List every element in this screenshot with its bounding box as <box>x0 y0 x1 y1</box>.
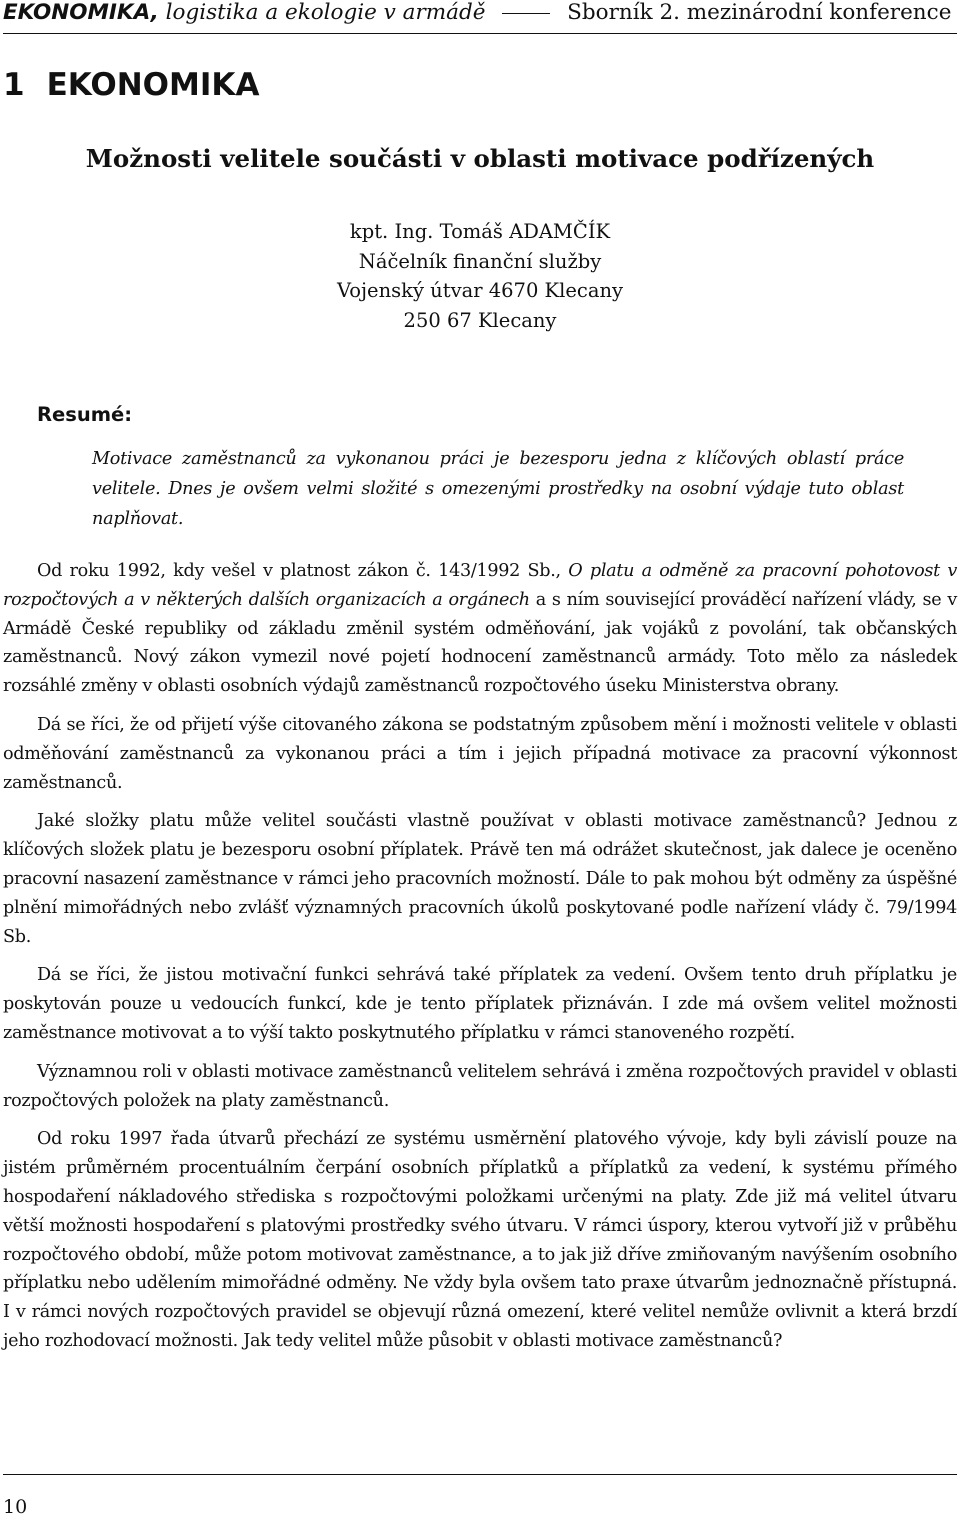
paragraph-start: Od roku 1992, kdy vešel v platnost zákon č. 143/1992 Sb., <box>37 561 569 581</box>
page-number: 10 <box>3 1496 28 1518</box>
paper-title: Možnosti velitele součásti v oblasti motivace podřízených <box>85 144 875 173</box>
proceedings-name: Sborník 2. mezinárodní konference <box>567 0 952 25</box>
journal-name: EKONOMIKA, <box>3 0 159 25</box>
header-rule <box>3 33 957 34</box>
running-head <box>3 0 957 26</box>
journal-subtitle: logistika a ekologie v armádě <box>165 0 486 25</box>
section-heading <box>3 66 259 104</box>
paragraph: Dá se říci, že jistou motivační funkci sehrává také příplatek za vedení. Ovšem tento druh příplatku je poskytován pouze u vedoucích funkcí, kde je tento příplatek přiznáván. I zde má ovšem velitel možnosti zaměstnance motivovat a to výší takto poskytnutého příplatku v rámci stanoveného rozpětí. <box>3 965 957 1043</box>
footer-rule <box>3 1474 957 1475</box>
paragraph: Významnou roli v oblasti motivace zaměstnanců velitelem sehrává i změna rozpočtových pravidel v oblasti rozpočtových položek na platy zaměstnanců. <box>3 1061 957 1111</box>
body-text <box>3 557 957 1366</box>
author-block <box>0 217 960 335</box>
section-number: 1 <box>3 67 25 103</box>
author-address: 250 67 Klecany <box>403 308 557 332</box>
paragraph: Jaké složky platu může velitel součásti vlastně používat v oblasti motivace zaměstnanců? Jednou z klíčových složek platu je bezesporu osobní příplatek. Právě ten má odrážet skutečnost, jak dalece je oceněno pracovní nasazení zaměstnance v rámci jeho pracovních možností. Dále to pak mohou být odměny za úspěšné plnění mimořádných nebo zvlášť významných pracovních úkolů poskytované podle nařízení vlády č. 79/1994 Sb. <box>3 811 957 947</box>
paragraph-rest: a s ním související prováděcí nařízení vlády, se v Armádě České republiky od základu změnil systém odměňování, jak vojáků z povolání, tak občanských zaměstnanců. Nový zákon vymezil nové pojetí hodnocení zaměstnanců armády. Toto mělo za následek rozsáhlé změny v oblasti osobních výdajů zaměstnanců rozpočtového úseku Ministerstva obrany. <box>3 589 957 697</box>
paragraph: Od roku 1997 řada útvarů přechází ze systému usměrnění platového vývoje, kdy byli závislí pouze na jistém průměrném procentuálním čerpání osobních příplatků a příplatků za vedení, k systému přímého hospodaření nákladového střediska s rozpočtovými položkami určenými na platy. Zde již má velitel útvaru větší možnosti hospodaření s platovými prostředky svého útvaru. V rámci úspory, kterou vytvoří již v průběhu rozpočtového období, může potom motivovat zaměstnance, a to jak již dříve zmiňovaným navýšením osobního příplatku nebo udělením mimořádné odměny. Ne vždy byla ovšem tato praxe útvarům jednoznačně přístupná. I v rámci nových rozpočtových pravidel se objevují různá omezení, které velitel nemůže ovlivnit a která brzdí jeho rozhodovací možnosti. Jak tedy velitel může působit v oblasti motivace zaměstnanců? <box>3 1129 957 1351</box>
law-title: O platu a odměně za pracovní pohotovost v rozpočtových a v některých dalších organizacích a orgánech <box>3 561 957 610</box>
header-dash <box>502 13 550 14</box>
paragraph: Dá se říci, že od přijetí výše citovaného zákona se podstatným způsobem mění i možnosti velitele v oblasti odměňování zaměstnanců za vykonanou práci a tím i jejich případná motivace za pracovní výkonnost zaměstnanců. <box>3 714 957 793</box>
resume-label: Resumé: <box>37 403 133 426</box>
author-unit: Vojenský útvar 4670 Klecany <box>336 279 624 302</box>
author-position: Náčelník finanční služby <box>358 249 602 273</box>
section-title: EKONOMIKA <box>46 67 260 103</box>
author-name: kpt. Ing. Tomáš ADAMČÍK <box>349 220 611 243</box>
abstract-text: Motivace zaměstnanců za vykonanou práci je bezesporu jedna z klíčových oblastí práce velitele. Dnes je ovšem velmi složité s omezenými prostředky na osobní výdaje tuto oblast naplňovat. <box>92 449 904 529</box>
paragraph <box>3 557 957 701</box>
